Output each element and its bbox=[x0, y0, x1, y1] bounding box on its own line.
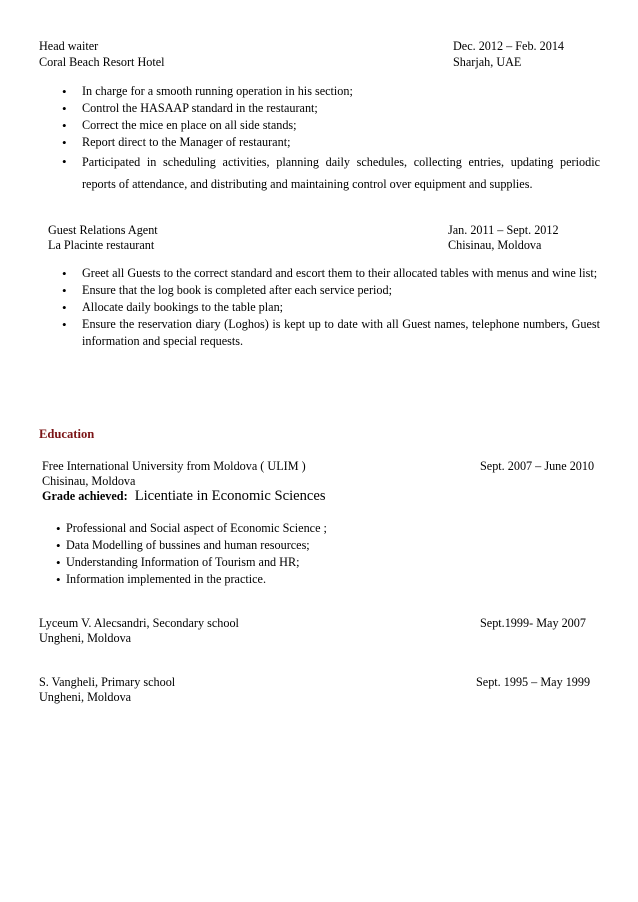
bullet-icon: • bbox=[56, 538, 61, 553]
lyceum-location: Ungheni, Moldova bbox=[39, 631, 132, 645]
primary-name: S. Vangheli, Primary school bbox=[39, 675, 176, 689]
list-item: • Understanding Information of Tourism and HR; bbox=[56, 555, 300, 570]
university-name: Free International University from Moldova ( ULIM ) bbox=[42, 459, 306, 473]
list-item: • Correct the mice en place on all side stands; bbox=[62, 118, 297, 133]
job2-title: Guest Relations Agent bbox=[48, 223, 158, 237]
job1-location: Sharjah, UAE bbox=[453, 55, 522, 69]
bullet-icon: • bbox=[56, 555, 61, 570]
job2-employer: La Placinte restaurant bbox=[48, 238, 155, 252]
university-dates: Sept. 2007 – June 2010 bbox=[480, 459, 595, 473]
job1-employer: Coral Beach Resort Hotel bbox=[39, 55, 165, 69]
list-item: • Control the HASAAP standard in the restaurant; bbox=[62, 101, 318, 116]
bullet-icon: • bbox=[62, 84, 67, 99]
job1-duties-list bbox=[62, 83, 600, 195]
bullet-icon: • bbox=[62, 154, 67, 169]
list-item: • Allocate daily bookings to the table plan; bbox=[62, 300, 284, 315]
job2-duties-list bbox=[62, 265, 600, 350]
bullet-icon: • bbox=[62, 101, 67, 116]
list-item: • Data Modelling of bussines and human resources; bbox=[56, 538, 310, 553]
primary-location: Ungheni, Moldova bbox=[39, 690, 132, 704]
bullet-icon: • bbox=[62, 317, 67, 332]
grade-line bbox=[42, 488, 326, 505]
bullet-icon: • bbox=[56, 521, 61, 536]
list-item: • Information implemented in the practice. bbox=[56, 572, 267, 587]
bullet-icon: • bbox=[62, 266, 67, 281]
lyceum-dates: Sept.1999- May 2007 bbox=[480, 616, 586, 630]
list-item: • Professional and Social aspect of Economic Science ; bbox=[56, 521, 327, 536]
job1-title: Head waiter bbox=[39, 39, 99, 53]
list-item: • Participated in scheduling activities, planning daily schedules, collecting entries, updating periodic reports of attendance, and distributing and maintaining control over equipment and supplies. bbox=[62, 151, 600, 195]
job1-dates: Dec. 2012 – Feb. 2014 bbox=[453, 39, 565, 53]
bullet-icon: • bbox=[62, 300, 67, 315]
university-courses-list bbox=[56, 520, 356, 588]
list-item: • Ensure that the log book is completed after each service period; bbox=[62, 283, 392, 298]
university-location: Chisinau, Moldova bbox=[42, 474, 136, 488]
bullet-icon: • bbox=[62, 283, 67, 298]
bullet-icon: • bbox=[56, 572, 61, 587]
grade-value: Licentiate in Economic Sciences bbox=[134, 488, 326, 504]
bullet-icon: • bbox=[62, 118, 67, 133]
education-heading: Education bbox=[39, 427, 95, 441]
list-item: • Report direct to the Manager of restaurant; bbox=[62, 135, 291, 150]
lyceum-name: Lyceum V. Alecsandri, Secondary school bbox=[39, 616, 239, 630]
bullet-icon: • bbox=[62, 135, 67, 150]
list-item: • Greet all Guests to the correct standard and escort them to their allocated tables with menus and wine list; bbox=[62, 266, 598, 281]
job2-location: Chisinau, Moldova bbox=[448, 238, 542, 252]
job2-dates: Jan. 2011 – Sept. 2012 bbox=[448, 223, 559, 237]
primary-dates: Sept. 1995 – May 1999 bbox=[476, 675, 591, 689]
grade-label: Grade achieved: bbox=[42, 489, 128, 503]
list-item: • Ensure the reservation diary (Loghos) is kept up to date with all Guest names, telephone numbers, Guest information and special requests. bbox=[62, 317, 600, 348]
list-item: • In charge for a smooth running operation in his section; bbox=[62, 84, 353, 99]
